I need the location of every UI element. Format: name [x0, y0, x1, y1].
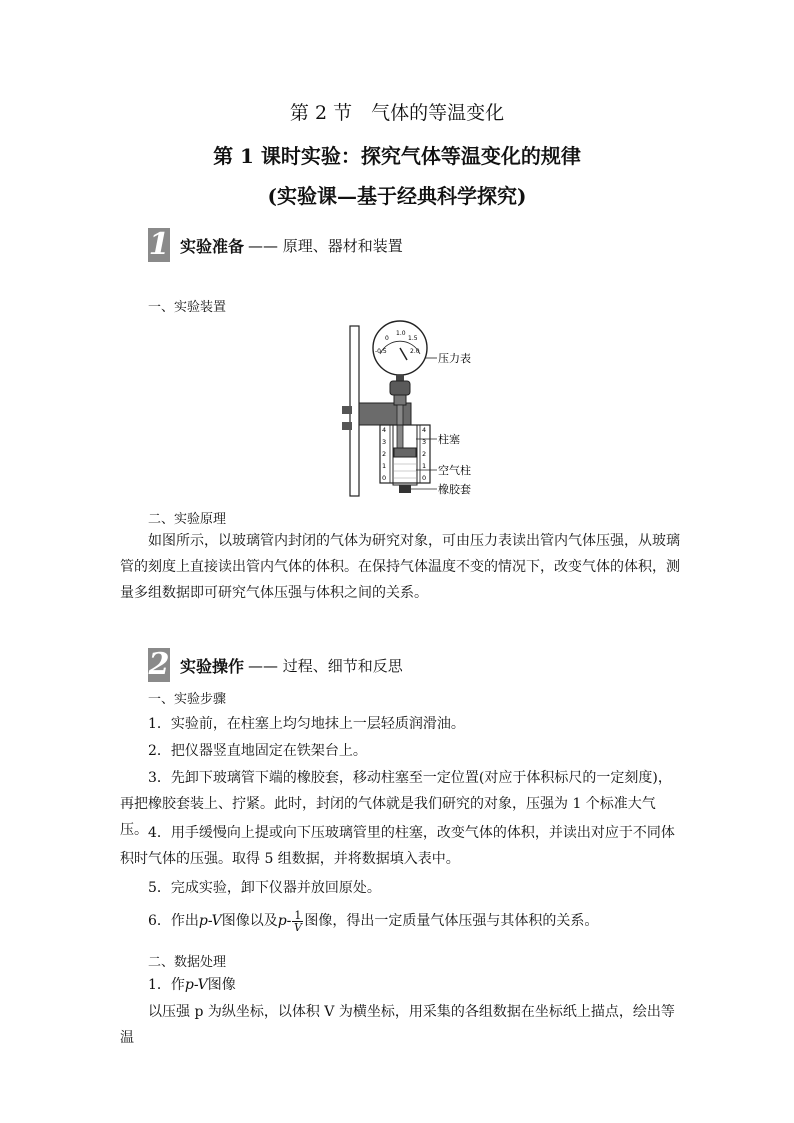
- scale-tick: 4: [422, 426, 427, 434]
- apparatus-diagram: [330, 318, 490, 500]
- label-gauge: 压力表: [438, 352, 471, 365]
- label-plunger: 柱塞: [438, 433, 460, 446]
- step-5: 5．完成实验，卸下仪器并放回原处。: [148, 880, 381, 896]
- step-6: [148, 908, 682, 934]
- label-rubber-cap: 橡胶套: [438, 483, 471, 496]
- scale-tick: 0: [422, 474, 427, 482]
- step-6-c: 图像，得出一定质量气体压强与其体积的关系。: [304, 913, 599, 929]
- plunger-rod: [397, 405, 403, 453]
- scale-tick: 3: [422, 438, 427, 446]
- scale-tick: 1: [382, 462, 387, 470]
- fraction-den: V: [293, 920, 302, 934]
- plunger: [394, 448, 416, 457]
- step-3: 3．先卸下玻璃管下端的橡胶套，移动柱塞至一定位置(对应于体积标尺的一定刻度)，再把橡胶套装上、拧紧。此时，封闭的气体就是我们研究的对象，压强为 1 个标准大气压。: [120, 770, 672, 838]
- rubber-cap: [399, 485, 411, 493]
- scale-tick: 2: [382, 450, 387, 458]
- part2-title: 实验操作: [180, 656, 245, 676]
- label-air-column: 空气柱: [438, 464, 471, 477]
- clamp-bottom: [342, 422, 352, 430]
- step-2: 2．把仪器竖直地固定在铁架台上。: [148, 743, 367, 759]
- gauge-mark: -0.5: [375, 348, 387, 355]
- gauge-mark: 2.0: [410, 348, 420, 355]
- fraction-num: 1: [294, 908, 302, 922]
- gauge-mark: 1.0: [396, 330, 406, 337]
- clamp-top: [342, 406, 352, 414]
- gauge-coupling: [390, 381, 410, 395]
- data-sub-b: 图像: [207, 977, 236, 993]
- data-sub-pv: p-V: [184, 977, 208, 993]
- data-sub-a: 1．作: [148, 977, 185, 993]
- step-6-p: p-: [277, 913, 292, 929]
- steps-heading: 一、实验步骤: [148, 692, 227, 707]
- step-4: 4．用手缓慢向上提或向下压玻璃管里的柱塞，改变气体的体积，并读出对应于不同体积时气体的压强。取得 5 组数据，并将数据填入表中。: [120, 825, 675, 867]
- scale-tick: 4: [382, 426, 387, 434]
- scale-tick: 1: [422, 462, 427, 470]
- fraction-1-over-v: [292, 910, 303, 933]
- step-6-pv: p-V: [198, 913, 222, 929]
- part2-subtitle: —— 过程、细节和反思: [248, 656, 403, 675]
- scale-tick: 2: [422, 450, 427, 458]
- data-heading: 二、数据处理: [148, 955, 227, 970]
- gauge-mark: 1.5: [408, 335, 418, 342]
- apparatus-heading: 一、实验装置: [148, 300, 227, 315]
- data-subheading: [148, 972, 682, 998]
- part2-header: [148, 647, 403, 682]
- part1-title: 实验准备: [180, 236, 245, 256]
- scale-tick: 3: [382, 438, 387, 446]
- principle-heading: 二、实验原理: [148, 512, 227, 527]
- principle-text: 如图所示，以玻璃管内封闭的气体为研究对象，可由压力表读出管内气体压强，从玻璃管的刻度上直接读出管内气体的体积。在保持气体温度不变的情况下，改变气体的体积，测量多组数据即可研究气体压强与体积之间的关系。: [120, 533, 680, 601]
- part1-header: [148, 227, 403, 262]
- step-1: 1．实验前，在柱塞上均匀地抹上一层轻质润滑油。: [148, 716, 465, 732]
- section-title: 第 2 节 气体的等温变化: [289, 102, 505, 124]
- scale-tick: 0: [382, 474, 387, 482]
- gauge-mark: 0: [385, 335, 389, 342]
- course-type: (实验课—基于经典科学探究): [267, 184, 527, 208]
- part1-subtitle: —— 原理、器材和装置: [248, 236, 403, 255]
- part2-number: 2: [148, 647, 170, 682]
- data-text: 以压强 p 为纵坐标，以体积 V 为横坐标，用采集的各组数据在坐标纸上描点，绘出等温: [120, 1004, 675, 1046]
- lesson-title: 第 1 课时实验：探究气体等温变化的规律: [213, 144, 581, 168]
- step-6-a: 6．作出: [148, 913, 199, 929]
- step-6-b: 图像以及: [221, 913, 278, 929]
- part1-number: 1: [148, 227, 170, 262]
